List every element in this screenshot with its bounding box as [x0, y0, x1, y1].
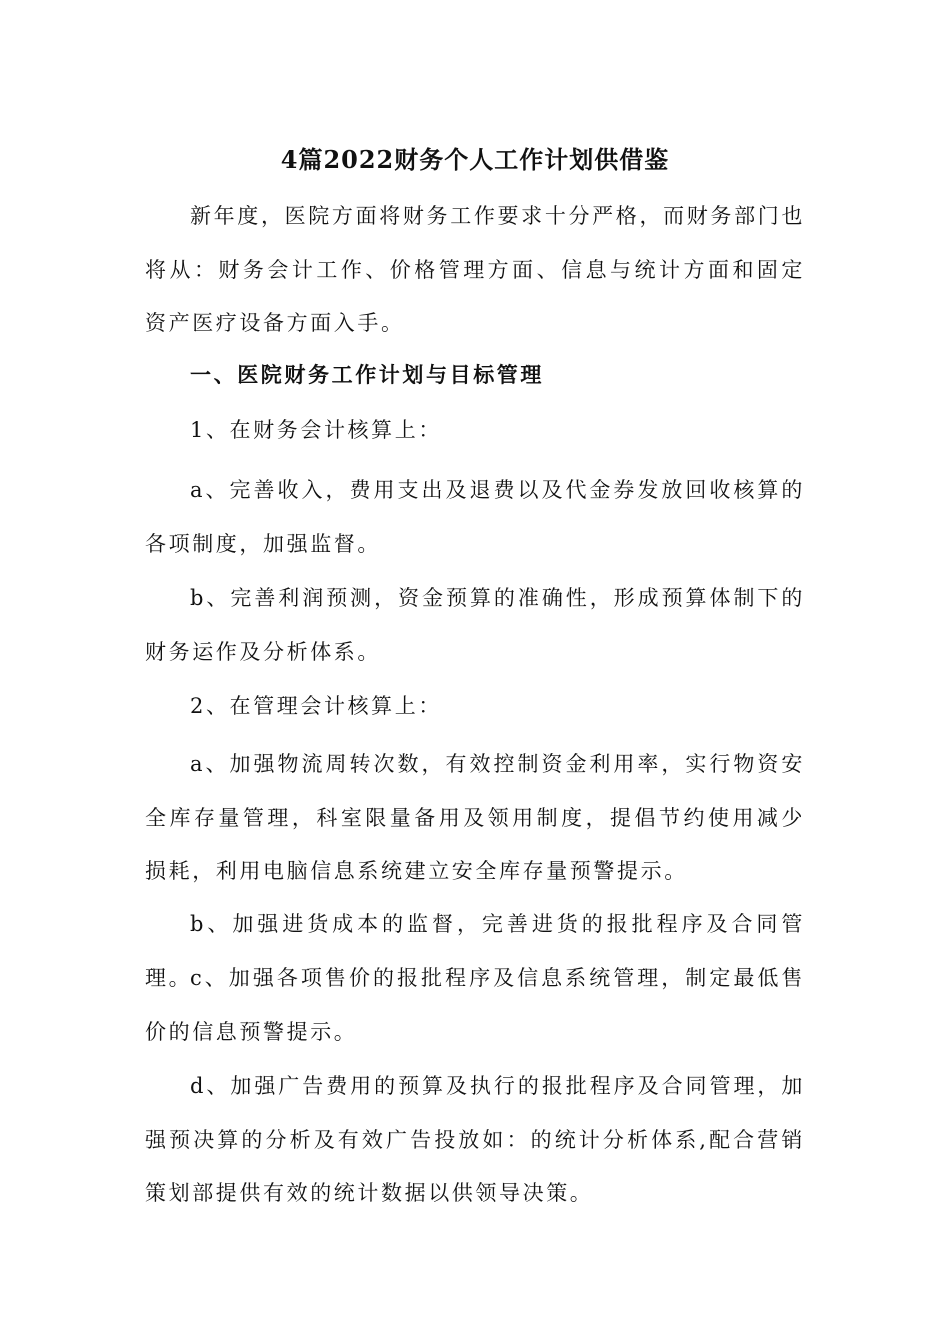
section-heading: 一、医院财务工作计划与目标管理 — [190, 362, 544, 387]
subsection-2-heading: 2、在管理会计核算上： — [190, 694, 442, 718]
paragraph-2d: d、加强广告费用的预算及执行的报批程序及合同管理，加强预决算的分析及有效广告投放如：的统计分析体系,配合营销策划部提供有效的统计数据以供领导决策。 — [145, 1074, 805, 1205]
paragraph-1b: b、完善利润预测，资金预算的准确性，形成预算体制下的财务运作及分析体系。 — [145, 586, 805, 664]
paragraph-2a: a、加强物流周转次数，有效控制资金利用率，实行物资安全库存量管理，科室限量备用及领用制度，提倡节约使用减少损耗，利用电脑信息系统建立安全库存量预警提示。 — [145, 752, 805, 883]
subsection-1-heading: 1、在财务会计核算上： — [190, 418, 442, 442]
intro-paragraph: 新年度，医院方面将财务工作要求十分严格，而财务部门也将从：财务会计工作、价格管理方面、信息与统计方面和固定资产医疗设备方面入手。 — [145, 204, 805, 335]
paragraph-2b: b、加强进货成本的监督，完善进货的报批程序及合同管理。 — [145, 912, 805, 990]
document-title: 4篇2022财务个人工作计划供借鉴 — [280, 145, 670, 174]
paragraph-2c: c、加强各项售价的报批程序及信息系统管理，制定最低售价的信息预警提示。 — [145, 966, 805, 1044]
paragraph-1a: a、完善收入，费用支出及退费以及代金券发放回收核算的各项制度，加强监督。 — [145, 478, 805, 556]
